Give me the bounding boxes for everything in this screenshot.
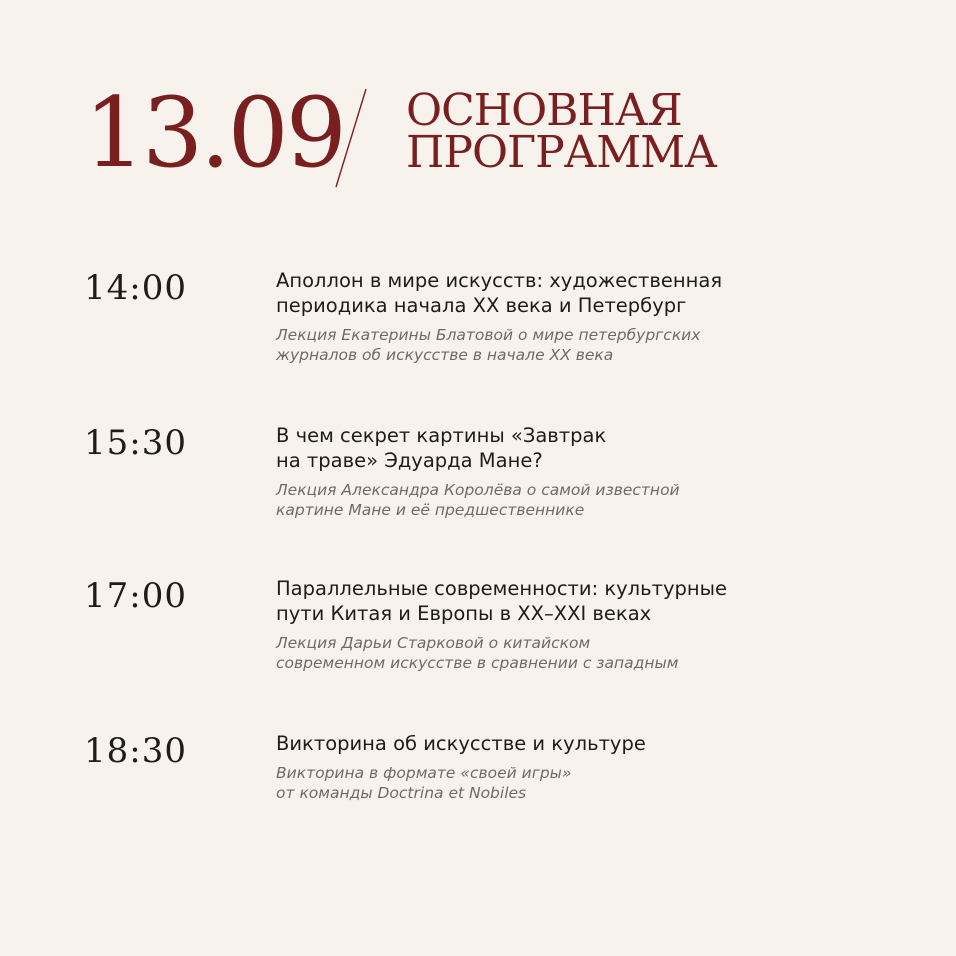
event-time: 14:00 [84, 268, 187, 308]
event-description: Викторина в формате «своей игры» от команды Doctrina et Nobiles [276, 764, 572, 802]
event-time: 15:30 [84, 423, 187, 463]
event-title: Параллельные современности: культурные пути Китая и Европы в XX–XXI веках [276, 577, 728, 625]
program-header [0, 0, 956, 220]
program-title-line-1: ОСНОВНАЯ [406, 85, 682, 136]
event-description: Лекция Дарьи Старковой о китайском современном искусстве в сравнении с западным [276, 634, 679, 672]
event-content [276, 268, 896, 365]
event-date: 13.09 [84, 77, 344, 189]
event-content [276, 576, 896, 673]
slash-divider [334, 88, 368, 188]
program-title [406, 85, 717, 178]
event-content [276, 423, 896, 520]
event-time: 18:30 [84, 731, 187, 771]
event-time: 17:00 [84, 576, 187, 616]
event-title: В чем секрет картины «Завтрак на траве» Эдуарда Мане? [276, 424, 607, 472]
event-content [276, 731, 896, 803]
event-description: Лекция Екатерины Блатовой о мире петербургских журналов об искусстве в начале XX века [276, 326, 701, 364]
program-title-line-2: ПРОГРАММА [406, 127, 717, 178]
event-title: Аполлон в мире искусств: художественная периодика начала XX века и Петербург [276, 269, 723, 317]
event-description: Лекция Александра Королёва о самой известной картине Мане и её предшественнике [276, 481, 680, 519]
event-title: Викторина об искусстве и культуре [276, 732, 646, 755]
